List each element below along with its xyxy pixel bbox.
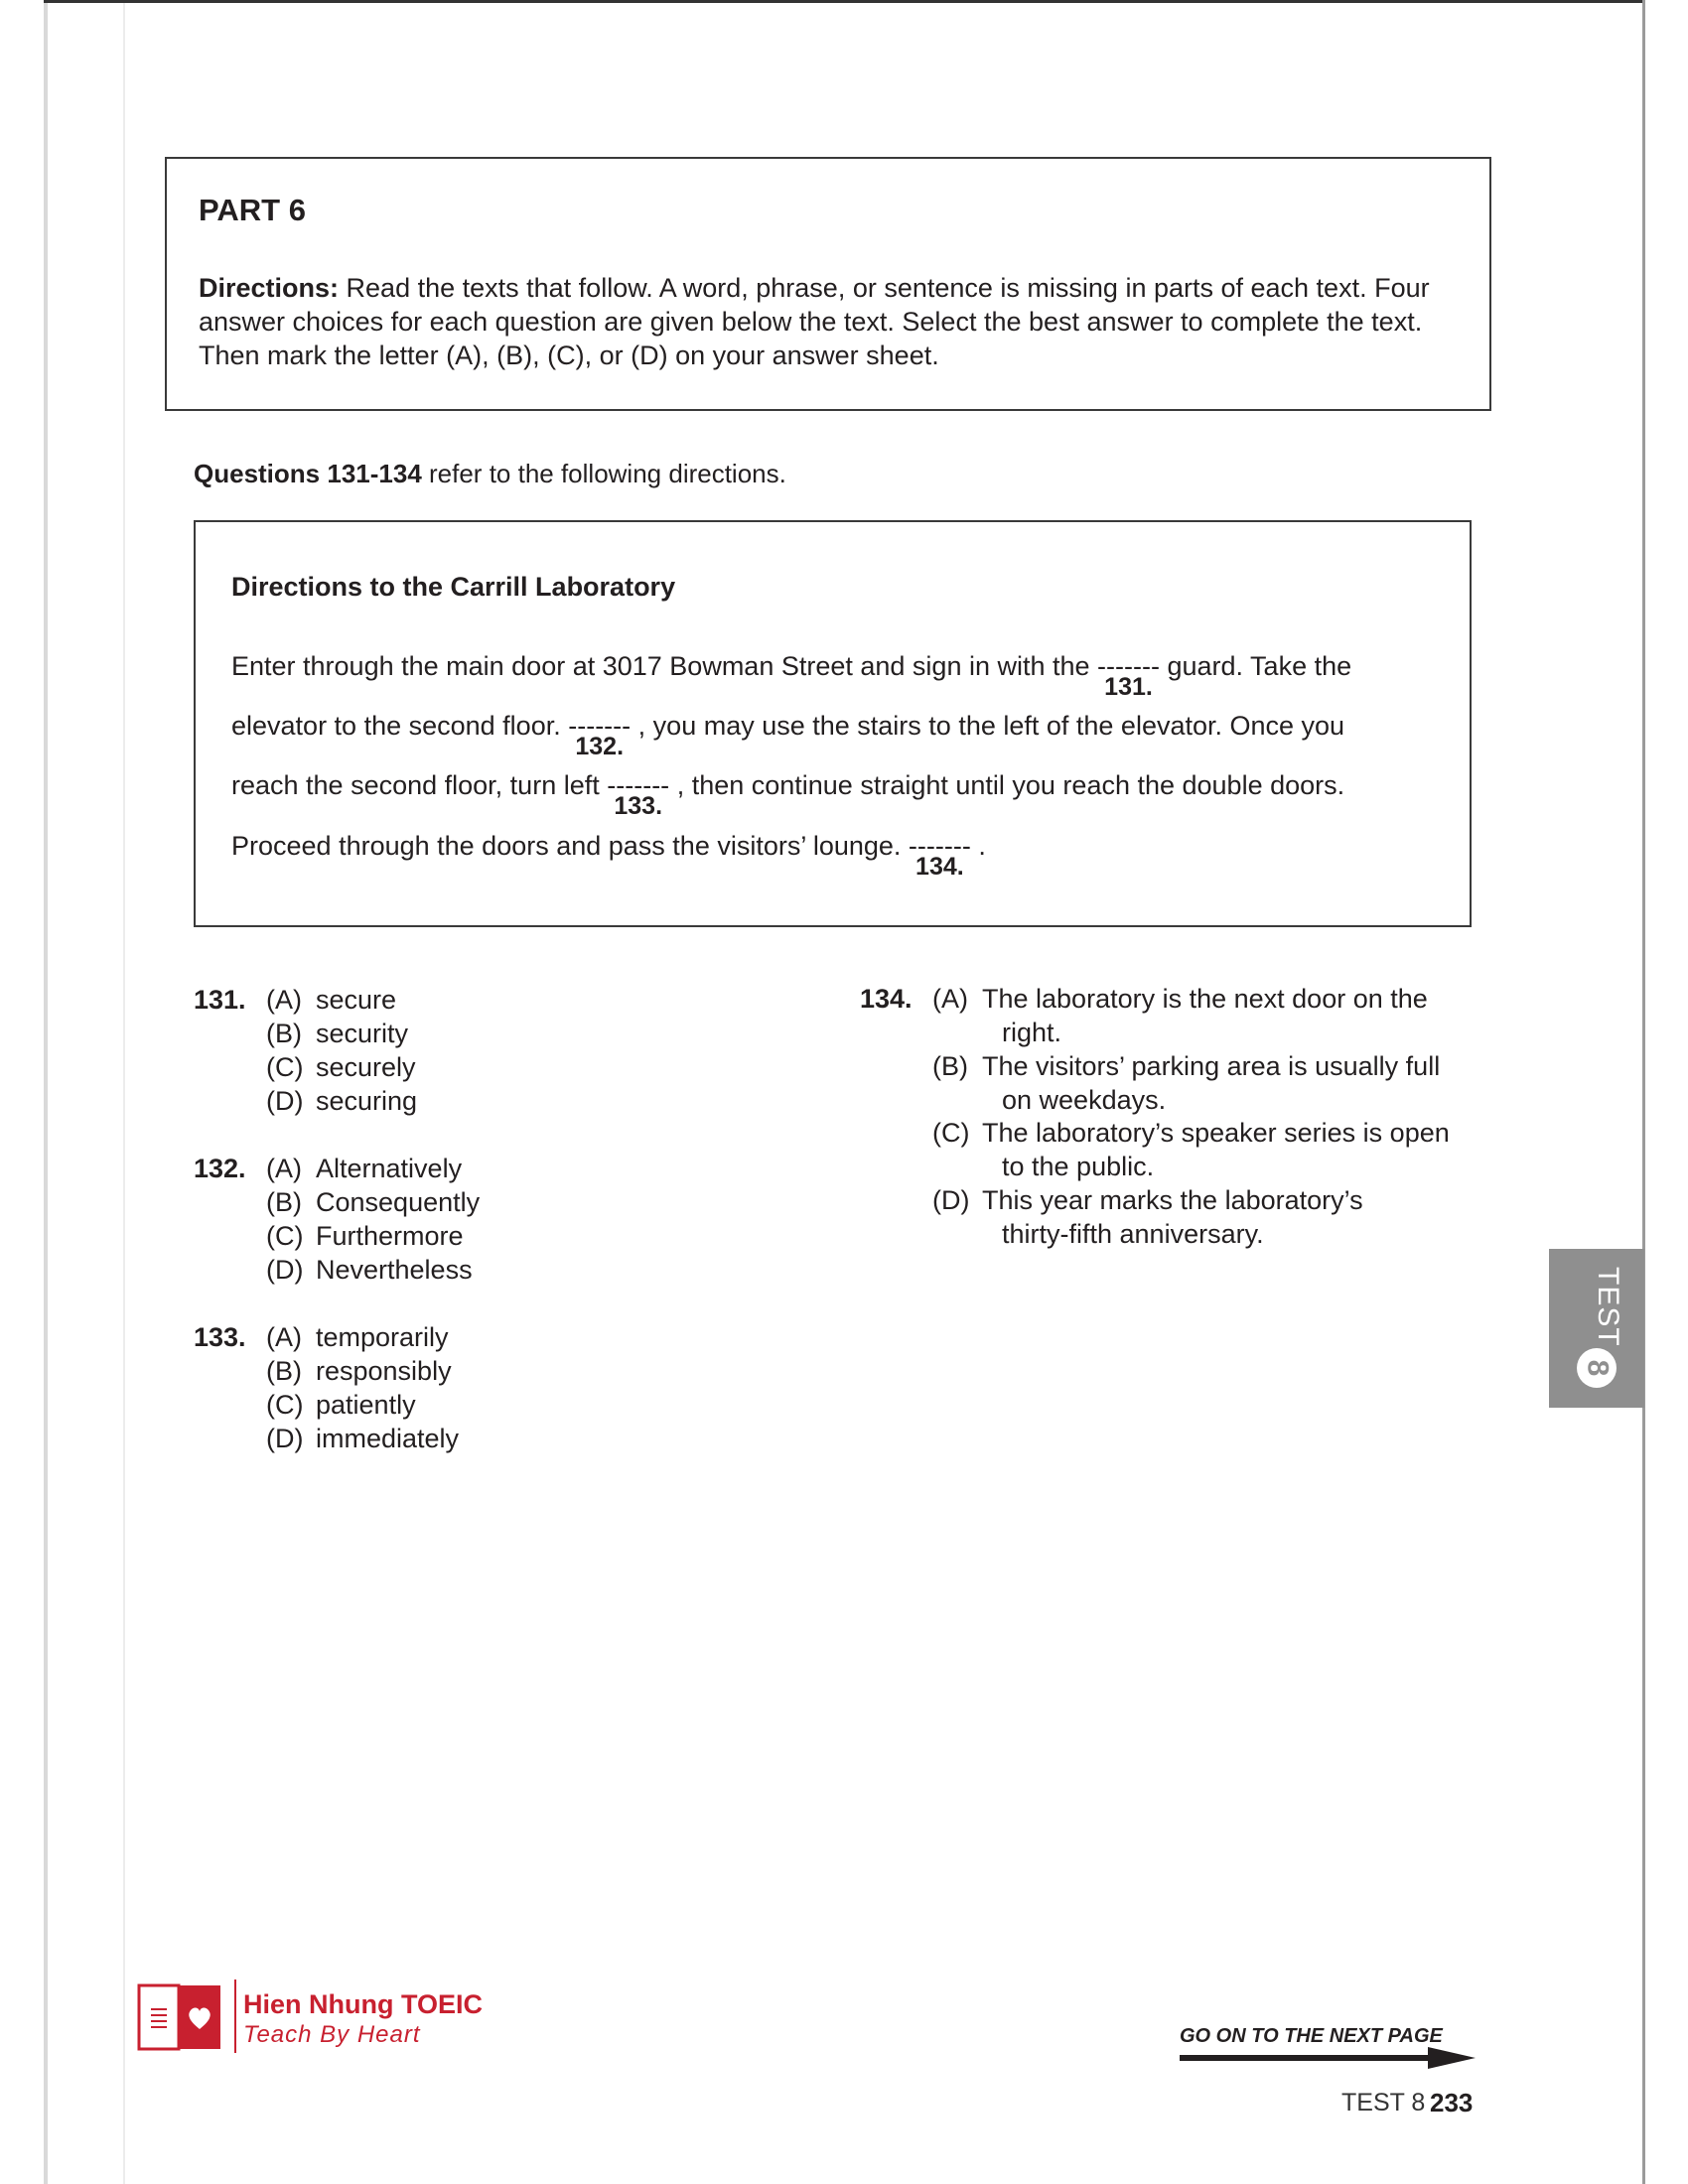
- option-text: Consequently: [316, 1187, 481, 1217]
- page-edge: [44, 0, 1644, 3]
- blank-dashes: -------: [568, 711, 632, 741]
- option-text: security: [316, 1019, 409, 1048]
- answer-option[interactable]: [266, 1422, 459, 1455]
- option-text-continued: thirty-fifth anniversary.: [1002, 1219, 1264, 1249]
- option-text: temporarily: [316, 1322, 449, 1352]
- answer-option[interactable]: [932, 1049, 1440, 1083]
- blank-dashes: -------: [908, 831, 971, 861]
- passage-title: Directions to the Carrill Laboratory: [231, 572, 676, 602]
- question-number: 132.: [194, 1154, 246, 1183]
- test-tab-number-badge: [1577, 1348, 1617, 1388]
- option-letter: (D): [266, 1086, 304, 1116]
- option-letter: (C): [932, 1118, 970, 1148]
- answer-option[interactable]: [266, 1219, 464, 1253]
- blank-number: 132.: [575, 733, 625, 760]
- option-letter: (C): [266, 1052, 304, 1082]
- option-letter: (D): [932, 1185, 970, 1215]
- directions-box: [165, 157, 1491, 411]
- passage-text: , then continue straight until you reach the double doors.: [669, 770, 1345, 800]
- question-133: [194, 1320, 690, 1459]
- option-letter: (A): [266, 1322, 302, 1352]
- arrow-right-icon: [1180, 2047, 1477, 2071]
- question-134: [860, 982, 1495, 1260]
- question-131: [194, 983, 690, 1122]
- answer-option[interactable]: [266, 1354, 452, 1388]
- part-title: PART 6: [199, 193, 306, 227]
- passage-text: , you may use the stairs to the left of the elevator. Once you: [631, 711, 1345, 741]
- answer-option[interactable]: [266, 1320, 449, 1354]
- option-letter: (C): [266, 1390, 304, 1420]
- option-letter: (B): [266, 1356, 302, 1386]
- brand-tagline: Teach By Heart: [243, 2021, 421, 2048]
- question-number: 134.: [860, 984, 913, 1014]
- option-text: Alternatively: [316, 1154, 463, 1183]
- directions-label: Directions:: [199, 273, 340, 303]
- blank-number: 131.: [1104, 673, 1153, 701]
- test-tab-number: 8: [1581, 1359, 1614, 1377]
- option-text: The laboratory’s speaker series is open: [982, 1118, 1450, 1148]
- option-letter: (C): [266, 1221, 304, 1251]
- answer-option[interactable]: [266, 1050, 416, 1084]
- logo-divider: [234, 1979, 236, 2053]
- option-letter: (A): [266, 985, 302, 1015]
- option-text-continued: to the public.: [1002, 1152, 1155, 1181]
- passage-text: Proceed through the doors and pass the visitors’ lounge.: [231, 831, 909, 861]
- answer-option[interactable]: [266, 1253, 473, 1287]
- answer-option[interactable]: [266, 1185, 480, 1219]
- option-letter: (D): [266, 1424, 304, 1453]
- question-number: 131.: [194, 985, 246, 1015]
- page-edge: [1642, 0, 1645, 2184]
- option-letter: (B): [266, 1019, 302, 1048]
- option-text: Furthermore: [316, 1221, 464, 1251]
- intro-text: refer to the following directions.: [421, 459, 786, 488]
- answer-option[interactable]: [932, 1183, 1363, 1217]
- passage-line: [231, 711, 1345, 760]
- option-letter: (A): [932, 984, 968, 1014]
- passage-text: reach the second floor, turn left: [231, 770, 608, 800]
- directions-body: Read the texts that follow. A word, phrase, or sentence is missing in parts of each text. Four answer choices for each question are given below the text. Select the best answer to complete the text. Then mark the letter (A), (B), (C), or (D) on your answer sheet.: [199, 273, 1430, 370]
- answer-option[interactable]: [266, 1152, 462, 1185]
- option-text: The laboratory is the next door on the: [982, 984, 1428, 1014]
- brand-name: Hien Nhung TOEIC: [243, 1989, 483, 2019]
- answer-option[interactable]: [932, 1116, 1450, 1150]
- question-132: [194, 1152, 690, 1291]
- option-text: immediately: [316, 1424, 460, 1453]
- option-text: responsibly: [316, 1356, 452, 1386]
- option-letter: (D): [266, 1255, 304, 1285]
- option-text-continued: on weekdays.: [1002, 1085, 1167, 1115]
- page-edge: [123, 0, 125, 2184]
- test-tab-label: TEST: [1592, 1267, 1624, 1347]
- blank-134: [908, 831, 971, 881]
- answer-option[interactable]: [932, 982, 1428, 1016]
- blank-131: [1097, 651, 1160, 701]
- passage-text: Enter through the main door at 3017 Bowman Street and sign in with the: [231, 651, 1098, 681]
- option-letter: (B): [932, 1051, 968, 1081]
- questions-intro: [194, 459, 786, 489]
- directions-text: [199, 271, 1470, 372]
- page-number: 233: [1430, 2088, 1474, 2117]
- page-edge: [44, 0, 48, 2184]
- option-letter: (A): [266, 1154, 302, 1183]
- question-number: 133.: [194, 1322, 246, 1352]
- option-text: This year marks the laboratory’s: [982, 1185, 1363, 1215]
- blank-dashes: -------: [607, 770, 670, 800]
- go-next-page-label: GO ON TO THE NEXT PAGE: [1180, 2025, 1443, 2047]
- option-text: patiently: [316, 1390, 416, 1420]
- blank-number: 133.: [614, 792, 663, 820]
- blank-number: 134.: [915, 853, 964, 881]
- passage-text: elevator to the second floor.: [231, 711, 569, 741]
- blank-133: [607, 770, 670, 820]
- passage-line: [231, 831, 986, 881]
- option-text: The visitors’ parking area is usually full: [982, 1051, 1441, 1081]
- question-range: Questions 131-134: [194, 459, 422, 488]
- blank-dashes: -------: [1097, 651, 1160, 681]
- option-letter: (B): [266, 1187, 302, 1217]
- passage-text: .: [970, 831, 986, 861]
- answer-option[interactable]: [266, 1017, 408, 1050]
- answer-option[interactable]: [266, 983, 396, 1017]
- passage-line: [231, 770, 1345, 820]
- option-text-continued: right.: [1002, 1018, 1062, 1047]
- test-side-tab: [1549, 1249, 1644, 1408]
- passage-text: guard. Take the: [1159, 651, 1352, 681]
- open-book-heart-icon: [135, 1979, 226, 2055]
- passage-line: [231, 651, 1352, 701]
- test-label: TEST 8: [1341, 2089, 1426, 2116]
- blank-132: [568, 711, 632, 760]
- answer-option[interactable]: [266, 1084, 417, 1118]
- option-text: securely: [316, 1052, 416, 1082]
- answer-option[interactable]: [266, 1388, 416, 1422]
- option-text: secure: [316, 985, 397, 1015]
- option-text: securing: [316, 1086, 418, 1116]
- option-text: Nevertheless: [316, 1255, 473, 1285]
- passage-box: [194, 520, 1472, 927]
